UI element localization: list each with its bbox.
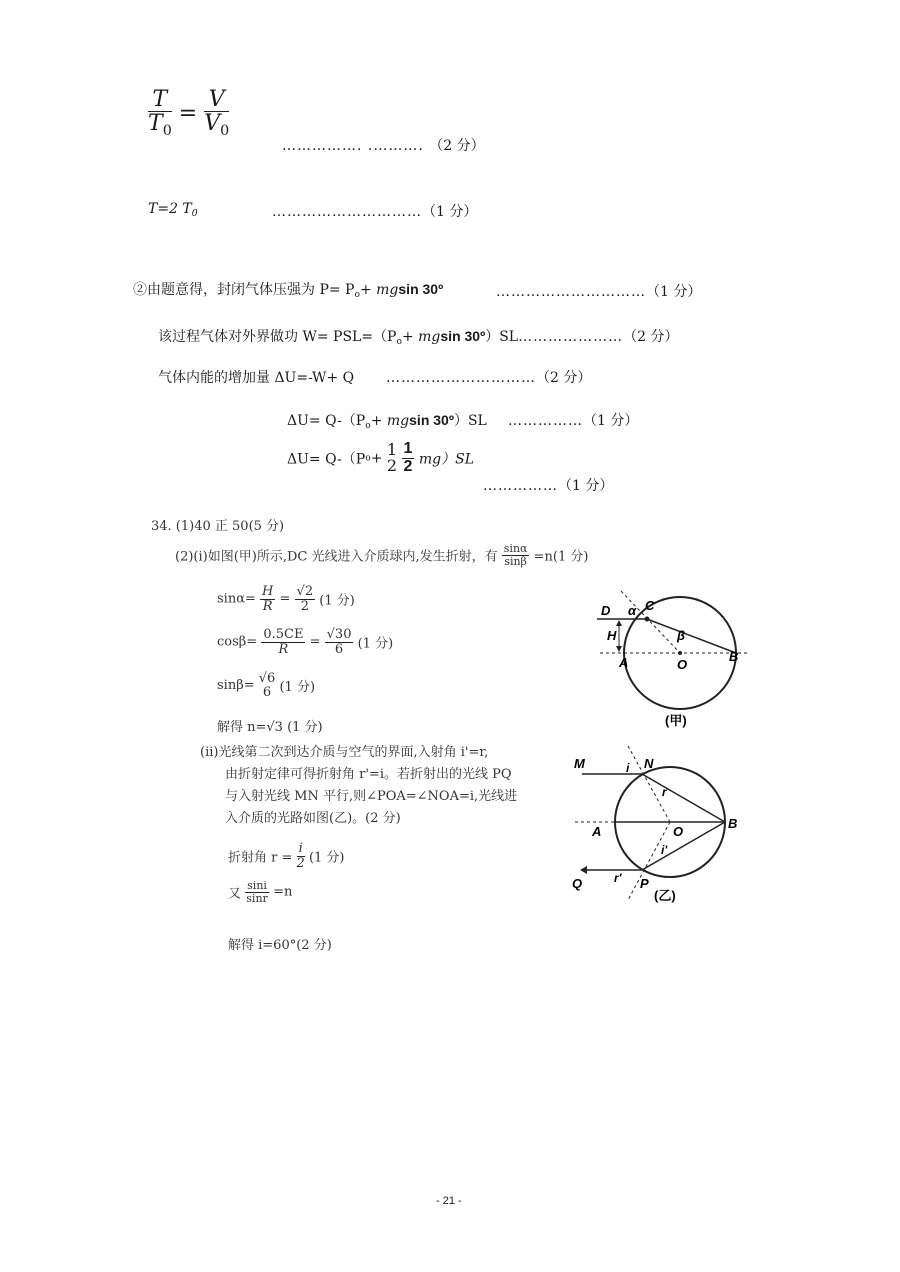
point-c [645,617,650,622]
numerator: V [204,88,229,112]
cos-beta-equation: cosβ= $\frac{0.5CE}{R}$ = $\frac{√30}{6}$ (1 分) [217,627,394,657]
arrow-head-q [580,866,587,874]
delta-u-line-1: $\Delta U= Q-(P_o+ mgsin$ 30º）SL [287,412,487,432]
label-i-prime: i' [661,843,668,857]
internal-energy-line: 气体内能的增加量 ΔU=-W+ Q [158,370,355,386]
label-i: i [626,761,630,775]
label-r: r [662,785,667,799]
label-q: Q [572,876,583,891]
delta-u-line-2: ΔU= Q-（Po+ 1 2 $\frac{1}{2}$ mg）SL [287,439,475,476]
caption-jia: (甲) [665,713,687,728]
label-c: C [645,598,655,613]
label-beta: β [677,628,686,643]
caption-yi: (乙) [654,888,676,903]
arrow-head-down [616,646,622,652]
solve-n-line: 解得 n=√3 (1 分) [217,720,323,735]
label-o: O [673,824,684,839]
figure-yi [570,740,760,912]
arrow-head-up [616,620,622,626]
score-line-6: ……………（1 分） [508,413,639,429]
fraction-v-over-v0 [204,88,229,139]
score-line-3: …………………………（1 分） [496,284,702,300]
sin-alpha-equation: sinα= $\frac{H}{R}$ = $\frac{√2}{2}$ (1 分) [217,584,355,614]
pressure-line: ②由题意得，封闭气体压强为 $P= P_o+ mgsin$ 30º [133,281,444,301]
solve-i-line: 解得 i=60°(2 分) [228,938,332,953]
equation-charles-law [148,88,229,139]
label-d: D [601,603,611,618]
label-h: H [607,628,617,643]
part-ii-line: (ii)光线第二次到达介质与空气的界面,入射角 i'=r, [200,745,489,760]
part-ii-line: 与入射光线 MN 平行,则∠POA=∠NOA=i,光线进 [225,789,518,804]
label-b: B [728,816,738,831]
question-34-part-2-intro: (2)(i)如图(甲)所示,DC 光线进入介质球内,发生折射，有 $\frac{\sin\alpha}{\sin\beta}$ =n(1 分) [175,542,589,568]
label-n: N [644,756,654,771]
part-ii-paragraph [200,742,517,830]
label-m: M [574,756,585,771]
work-line: 该过程气体对外界做功 $W= PSL=(P_o+ mgsin$ 30º）SL…………………（2 分） [158,328,679,348]
label-o: O [677,657,688,672]
label-a: A [619,655,629,670]
score-line-2: …………………………（1 分） [272,204,478,220]
label-alpha: α [628,603,637,618]
page-number: - 21 - [436,1195,462,1207]
sin-beta-equation: sinβ= √6 6 (1 分) [217,671,316,700]
snell-law-line: 又 $\frac{\sin i}{\sin r}$ =n [228,879,293,905]
refracted-ray-cb [647,619,736,653]
score-line-7: ……………（1 分） [483,478,614,494]
part-ii-line: 由折射定律可得折射角 r'=i。若折射出的光线 PQ [225,767,512,782]
part-ii-line: 入介质的光路如图(乙)。(2 分) [225,811,401,826]
fraction-one-half: 1 2 [386,439,398,476]
question-34-part-1: 34. (1)40 正 50(5 分) [151,519,285,534]
label-b: B [729,649,739,664]
fraction-t-over-t0 [148,88,172,139]
denominator: $V_0$ [204,111,230,140]
ray-nb [642,774,725,822]
ray-bp [642,822,725,870]
fraction-one-half-bold: $\frac{1}{2}$ [403,440,413,475]
figure-jia [595,585,765,735]
label-a: A [592,824,602,839]
refraction-angle-line: 折射角 r = $\frac{i}{2}$ (1 分) [228,841,345,871]
label-r-prime: r' [614,871,622,885]
denominator: $T_0$ [148,111,172,140]
equation-t-equals-2t0: T=2 $T_0$ [148,201,198,220]
score-line-5: …………………………（2 分） [386,370,592,386]
score-line-1: ……………. .………. （2 分） [282,138,485,154]
equals-sign: = [178,101,198,127]
label-p: P [640,876,649,891]
point-o [678,651,682,655]
numerator: T [148,88,172,112]
